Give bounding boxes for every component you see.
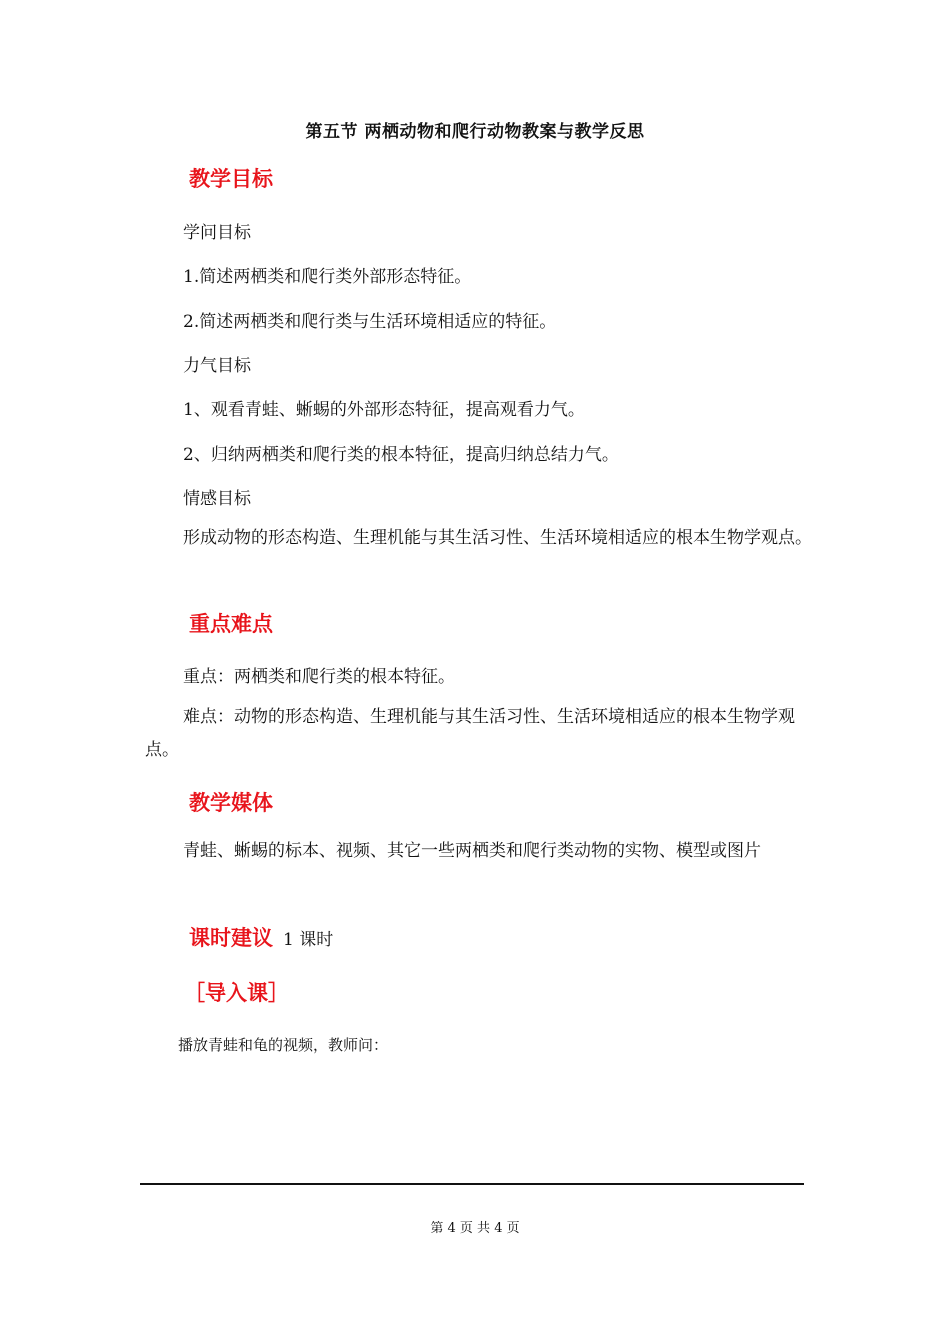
ability-objective-item: 1、观看青蛙、蜥蜴的外部形态特征，提高观看力气。 (183, 400, 585, 420)
emotion-objective-text: 形成动物的形态构造、生理机能与其生活习性、生活环境相适应的根本生物学观点。 (183, 528, 812, 548)
knowledge-objective-label: 学问目标 (183, 223, 251, 243)
hours-heading-label: 课时建议 (189, 926, 273, 950)
intro-text: 播放青蛙和龟的视频，教师问： (178, 1036, 389, 1054)
key-point-text: 重点：两栖类和爬行类的根本特征。 (183, 667, 455, 687)
media-text: 青蛙、蜥蜴的标本、视频、其它一些两栖类和爬行类动物的实物、模型或图片 (183, 841, 761, 861)
hours-heading (189, 922, 333, 952)
objectives-heading: 教学目标 (189, 167, 273, 191)
knowledge-objective-item: 2.简述两栖类和爬行类与生活环境相适应的特征。 (183, 312, 557, 332)
emotion-objective-label: 情感目标 (183, 489, 251, 509)
footer-divider (140, 1183, 804, 1185)
ability-objective-label: 力气目标 (183, 356, 251, 376)
difficulty-text: 难点：动物的形态构造、生理机能与其生活习性、生活环境相适应的根本生物学观点。 (145, 707, 795, 760)
media-heading: 教学媒体 (189, 791, 273, 815)
key-points-heading: 重点难点 (189, 612, 273, 636)
document-title: 第五节 两栖动物和爬行动物教案与教学反思 (305, 122, 645, 142)
intro-heading: ［导入课］ (184, 981, 289, 1005)
page-number: 第 4 页 共 4 页 (430, 1221, 520, 1236)
ability-objective-item: 2、归纳两栖类和爬行类的根本特征，提高归纳总结力气。 (183, 445, 619, 465)
knowledge-objective-item: 1.简述两栖类和爬行类外部形态特征。 (183, 267, 472, 287)
hours-value: 1 课时 (283, 930, 334, 950)
